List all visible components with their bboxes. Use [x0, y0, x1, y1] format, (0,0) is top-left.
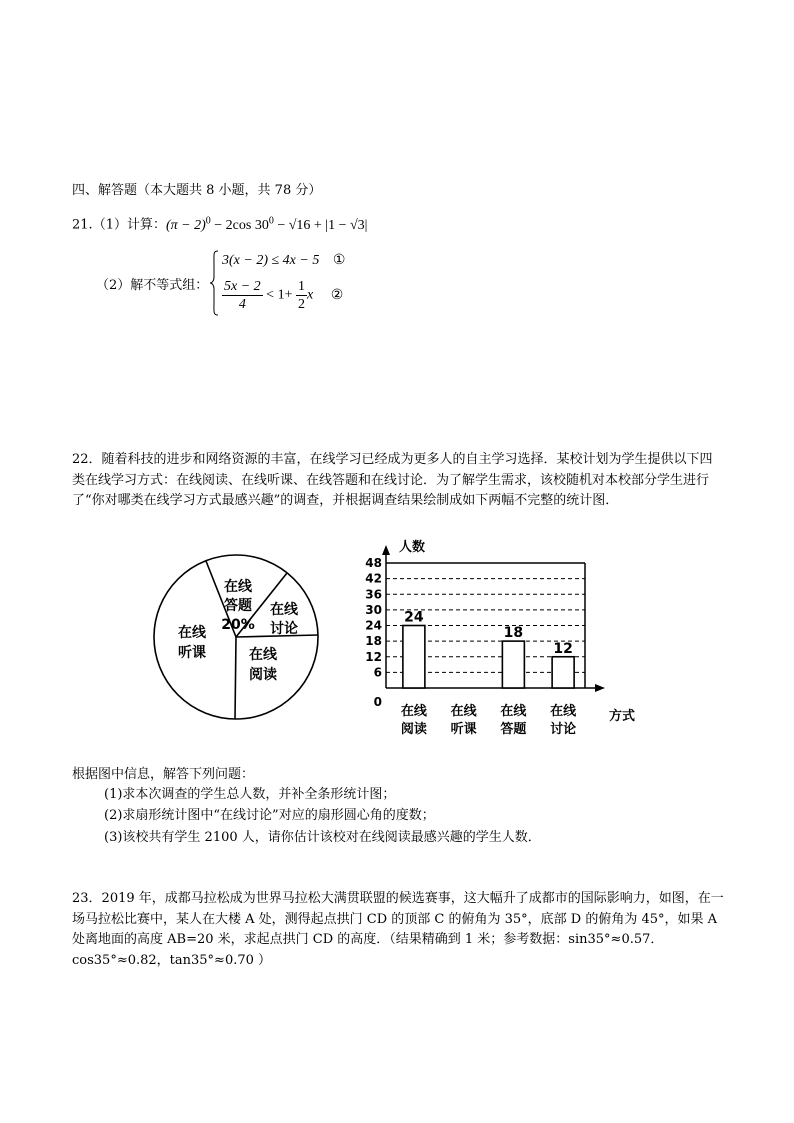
q21-number: 21. [72, 217, 93, 233]
y-tick-label: 6 [373, 665, 382, 680]
q22-question-3: (3)该校共有学生 2100 人，请你估计该校对在线阅读最感兴趣的学生人数． [104, 830, 541, 845]
y-axis-arrow [382, 545, 390, 555]
y-tick-label: 0 [373, 695, 382, 709]
cos-exponent: 0 [268, 215, 274, 226]
bar-marks [403, 610, 574, 689]
bar-xlabels [401, 703, 577, 737]
inequality-2-mid: < 1+ [266, 287, 293, 303]
q21-part1-label: （1）计算： [92, 217, 166, 233]
pie-label-read-1: 在线 [249, 647, 277, 663]
pie-chart [150, 553, 322, 721]
y-tick-label: 42 [365, 571, 382, 586]
fraction-main: $\frac{5x - 2}{4}$ [224, 279, 261, 312]
y-tick-label: 12 [365, 649, 382, 664]
pie-label-read-2: 阅读 [249, 667, 277, 683]
bar-ylabel: 人数 [399, 540, 426, 555]
y-tick-label: 30 [365, 602, 382, 617]
bar-xlabel: 方式 [609, 709, 636, 724]
bar-value-label: 18 [503, 625, 524, 642]
pie-label-answer-1: 在线 [224, 579, 252, 595]
system-brace [210, 250, 220, 316]
inequality-2 [222, 278, 343, 313]
q21-part1-expression [165, 215, 368, 233]
q22-question-1: (1)求本次调查的学生总人数，并补全条形统计图； [104, 787, 396, 802]
x-axis-arrow [595, 684, 605, 692]
x-tick-label: 讨论 [550, 722, 577, 737]
inequality-1 [222, 252, 345, 269]
bar [552, 657, 574, 688]
q23-text: 23．2019 年，成都马拉松成为世界马拉松大满贯联盟的候选赛事，这大幅升了成都市的国际影响力，如图，在一场马拉松比赛中，某人在大楼 A 处，测得起点拱门 CD 的顶部 C 的俯角为 35°，底部 D 的俯角为 45°，如果 A 处离地面的高度 AB=20 米，求起点拱门 CD 的高度．（结果精确到 1 米；参考数据：sin35°≈0.57．cos35°≈0.82，tan35°≈0.70 ） [72, 891, 724, 968]
q22-intro: 22．随着科技的进步和网络资源的丰富，在线学习已经成为更多人的自主学习选择．某校计划为学生提供以下四类在线学习方式：在线阅读、在线听课、在线答题和在线讨论．为了解学生需求，该校随机对本校部分学生进行了“你对哪类在线学习方式最感兴趣”的调查，并根据调查结果绘制成如下两幅不完整的统计图． [72, 452, 713, 508]
pie-label-discuss-2: 讨论 [270, 621, 298, 637]
marker-2: ② [330, 287, 344, 303]
bar-value-label: 24 [404, 609, 424, 626]
bar-yticks [365, 556, 382, 709]
pi-exponent: 0 [205, 215, 211, 226]
marker-1: ① [332, 253, 346, 268]
cos-term: − 2cos 30 [210, 217, 269, 233]
pie-label-answer-2: 答题 [224, 598, 252, 614]
pi-term: (π − 2) [165, 217, 206, 233]
section-header: 四、解答题（本大题共 8 小题，共 78 分） [72, 183, 322, 198]
x-tick-label: 听课 [450, 722, 477, 737]
x-tick-label: 在线 [400, 704, 427, 719]
fraction-half: $\frac{1}{2}$ [297, 279, 305, 312]
pie-divider-4 [235, 637, 236, 719]
x-tick-label: 阅读 [400, 722, 427, 737]
pie-label-listen-2: 听课 [178, 645, 206, 661]
x-tick-label: 在线 [450, 704, 477, 719]
y-tick-label: 18 [365, 634, 382, 649]
q21-part2-label: （2）解不等式组： [96, 278, 209, 293]
q21-part1 [72, 211, 368, 235]
bar-value-label: 12 [553, 640, 573, 657]
x-tick-label: 答题 [500, 722, 527, 737]
x-tick-label: 在线 [500, 704, 527, 719]
pie-label-discuss-1: 在线 [270, 602, 298, 618]
bar [502, 641, 524, 688]
inequality-1-text: 3(x − 2) ≤ 4x − 5 [222, 253, 320, 268]
q22-question-2: (2)求扇形统计图中“在线讨论”对应的扇形圆心角的度数； [104, 808, 435, 823]
pie-label-listen-1: 在线 [178, 625, 206, 641]
sqrt-term: − √16 + |1 − √3| [273, 217, 368, 233]
bar-chart [355, 535, 645, 740]
x-tick-label: 在线 [550, 704, 577, 719]
y-tick-label: 36 [365, 587, 382, 602]
inequality-2-var: x [306, 287, 314, 303]
pie-label-answer-pct: 20% [221, 617, 255, 633]
q22-prompt: 根据图中信息，解答下列问题： [72, 767, 255, 782]
y-tick-label: 24 [365, 618, 382, 633]
bar [403, 626, 425, 689]
y-tick-label: 48 [365, 556, 382, 570]
